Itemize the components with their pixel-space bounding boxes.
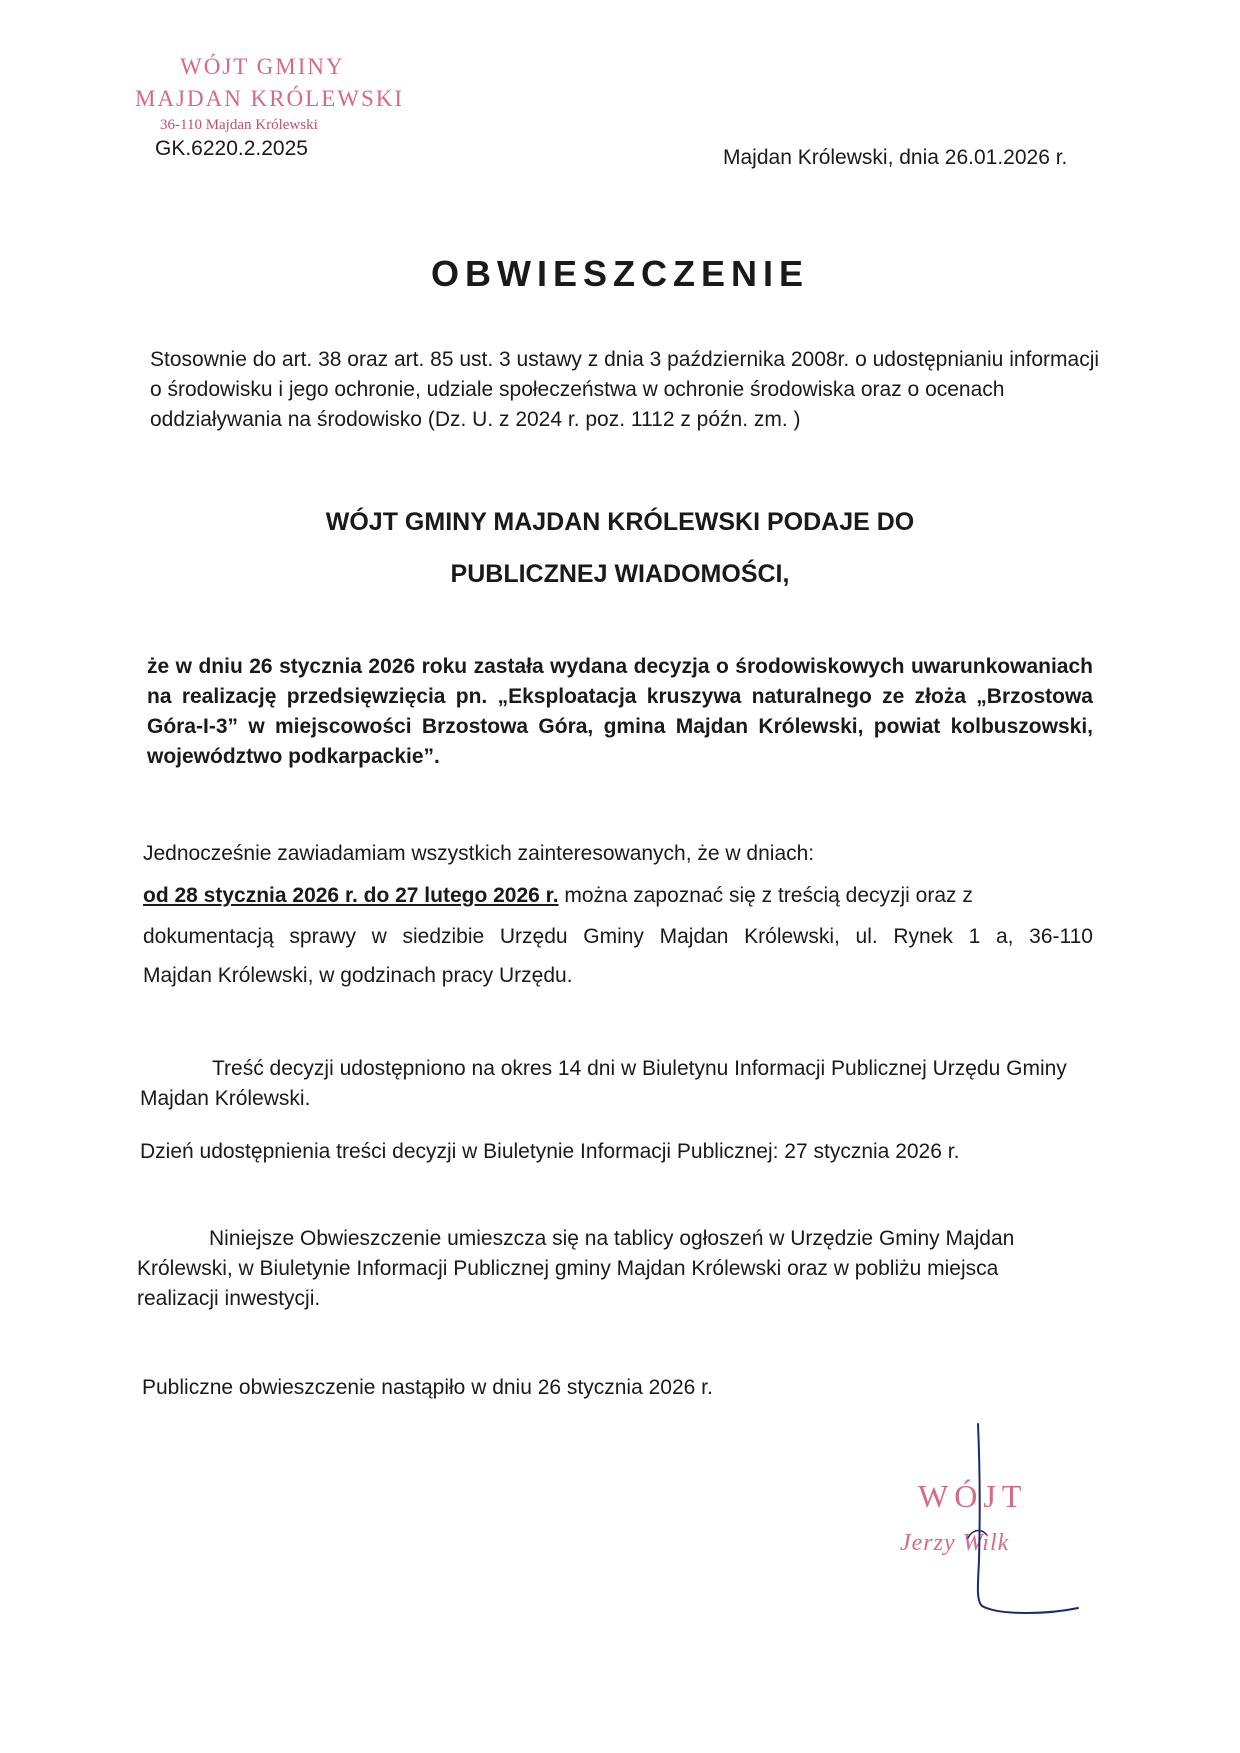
notice-dates-line [143,881,1093,911]
published-date: Publiczne obwieszczenie nastąpiło w dniu 26 stycznia 2026 r. [142,1376,713,1399]
signature-stamp-name: Jerzy Wilk [900,1530,1010,1556]
reference-number: GK.6220.2.2025 [155,137,308,160]
notice-dates: od 28 stycznia 2026 r. do 27 lutego 2026 r. [143,884,559,907]
dateline: Majdan Królewski, dnia 26.01.2026 r. [723,146,1068,169]
notice-rest-3: Majdan Królewski, w godzinach pracy Urzędu. [143,964,573,987]
handwritten-signature [900,1410,1090,1620]
heading-line-2: PUBLICZNEJ WIADOMOŚCI, [450,560,790,588]
signature-stamp-title: WÓJT [918,1478,1028,1514]
bip-date: Dzień udostępnienia treści decyzji w Biuletynie Informacji Publicznej: 27 stycznia 2026 r. [140,1140,960,1163]
board-paragraph: Niniejsze Obwieszczenie umieszcza się na tablicy ogłoszeń w Urzędzie Gminy Majdan Królewski, w Biuletynie Informacji Publicznej gminy Majdan Królewski oraz w pobliżu miejsca realizacji inwestycji. [137,1227,1015,1310]
bip-paragraph: Treść decyzji udostępniono na okres 14 dni w Biuletynu Informacji Publicznej Urzędu Gminy Majdan Królewski. [140,1057,1067,1110]
intro-paragraph: Stosownie do art. 38 oraz art. 85 ust. 3 ustawy z dnia 3 października 2008r. o udostępnianiu informacji o środowisku i jego ochronie, udziale społeczeństwa w ochronie środowiska oraz o ocenach oddziaływania na środowisko (Dz. U. z 2024 r. poz. 1112 z późn. zm. ) [150,348,1100,431]
notice-rest-2: dokumentacją sprawy w siedzibie Urzędu Gminy Majdan Królewski, ul. Rynek 1 a, 36-110 [143,925,1093,948]
stamp-line-2: MAJDAN KRÓLEWSKI [135,86,405,111]
notice-intro: Jednocześnie zawiadamiam wszystkich zainteresowanych, że w dniach: [143,842,815,865]
stamp-line-1: WÓJT GMINY [180,54,345,79]
notice-rest-1: można zapoznać się z treścią decyzji oraz z [558,884,973,907]
decision-paragraph: że w dniu 26 stycznia 2026 roku zastała wydana decyzja o środowiskowych uwarunkowaniach na realizację przedsięwzięcia pn. „Eksploatacja kruszywa naturalnego ze złoża „Brzostowa Góra-I-3” w miejscowości Brzostowa Góra, gmina Majdan Królewski, powiat kolbuszowski, województwo podkarpackie”. [147,655,1093,768]
heading-line-1: WÓJT GMINY MAJDAN KRÓLEWSKI PODAJE DO [325,508,915,536]
document-title: OBWIESZCZENIE [430,253,809,294]
stamp-line-3: 36-110 Majdan Królewski [160,117,318,133]
